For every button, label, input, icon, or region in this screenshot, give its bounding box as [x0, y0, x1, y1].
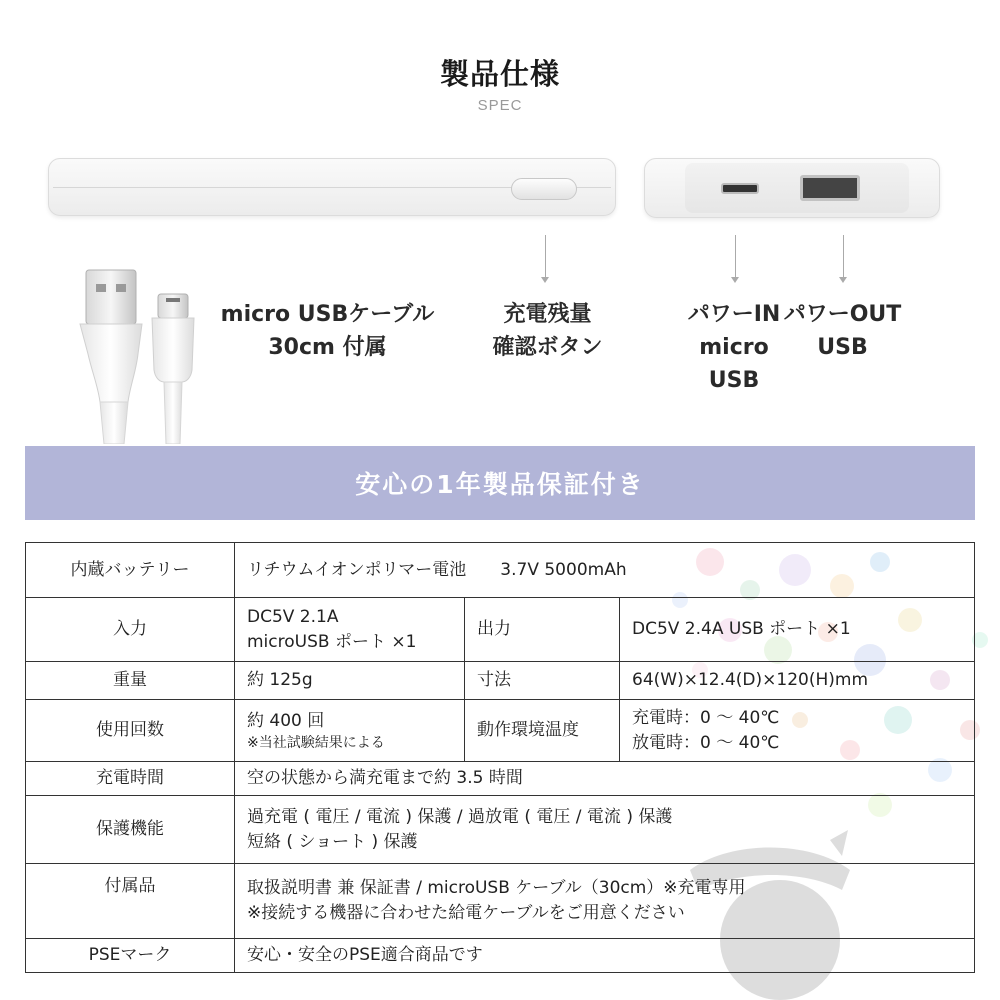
- spec-value-cycles-note: ※当社試験結果による: [247, 735, 385, 751]
- table-row-input-output: [26, 598, 975, 662]
- spec-key-temp: 動作環境温度: [465, 700, 620, 762]
- spec-value-cycles-main: 約 400 回: [247, 711, 325, 731]
- spec-key-output: 出力: [465, 598, 620, 662]
- page-title: 製品仕様: [439, 57, 560, 91]
- cable-label-line-2: 30cm 付属: [268, 335, 387, 360]
- spec-value-temp-line-1: 充電時：0 〜 40℃: [632, 707, 780, 728]
- page-subtitle: SPEC: [477, 97, 523, 114]
- table-row-accessories: [26, 864, 975, 939]
- table-row-pse: [26, 939, 975, 973]
- micro-usb-port: [721, 183, 759, 194]
- micro-usb-cable-illustration: [70, 262, 210, 444]
- input-label-line-1: パワーIN: [687, 302, 781, 327]
- spec-value-temp-line-2: 放電時：0 〜 40℃: [632, 732, 780, 753]
- spec-table: [25, 542, 975, 973]
- usb-port: [800, 175, 860, 201]
- spec-value-input-line-2: microUSB ポート ×1: [247, 631, 417, 652]
- spec-key-input: 入力: [26, 598, 235, 662]
- input-label: [675, 298, 793, 397]
- warranty-banner-text: 安心の1年製品保証付き: [355, 470, 645, 499]
- button-label-line-1: 充電残量: [503, 302, 592, 327]
- spec-value-protection: [235, 796, 975, 864]
- spec-value-accessories: [235, 864, 975, 939]
- output-label: [780, 298, 905, 364]
- spec-key-weight: 重量: [26, 662, 235, 700]
- table-row-cycles-temp: [26, 700, 975, 762]
- cable-label: [205, 298, 450, 364]
- spec-value-output: DC5V 2.4A USB ポート ×1: [620, 598, 975, 662]
- button-label: [470, 298, 625, 364]
- output-pointer-line: [843, 235, 844, 281]
- spec-key-battery: 内蔵バッテリー: [26, 543, 235, 598]
- cable-label-line-1: micro USBケーブル: [220, 302, 435, 327]
- spec-value-accessories-line-2: ※接続する機器に合わせた給電ケーブルをご用意ください: [247, 903, 685, 923]
- spec-value-protection-line-2: 短絡 ( ショート ) 保護: [247, 831, 418, 852]
- spec-value-pse: 安心・安全のPSE適合商品です: [235, 939, 975, 973]
- power-bank-side-view: [48, 158, 616, 216]
- spec-key-size: 寸法: [465, 662, 620, 700]
- table-row-charge-time: [26, 762, 975, 796]
- table-row-battery: [26, 543, 975, 598]
- button-label-line-2: 確認ボタン: [492, 335, 603, 360]
- output-label-line-1: パワーOUT: [783, 302, 902, 327]
- table-row-weight-size: [26, 662, 975, 700]
- input-label-line-2: micro: [699, 335, 769, 360]
- spec-key-protection: 保護機能: [26, 796, 235, 864]
- output-label-line-2: USB: [817, 335, 868, 360]
- spec-key-charge-time: 充電時間: [26, 762, 235, 796]
- spec-key-cycles: 使用回数: [26, 700, 235, 762]
- spec-value-battery: リチウムイオンポリマー電池 3.7V 5000mAh: [235, 543, 975, 598]
- spec-value-input-line-1: DC5V 2.1A: [247, 606, 339, 627]
- spec-value-size: 64(W)×12.4(D)×120(H)mm: [620, 662, 975, 700]
- spec-value-accessories-line-1: 取扱説明書 兼 保証書 / microUSB ケーブル（30cm）※充電専用: [247, 878, 746, 898]
- spec-value-cycles: [235, 700, 465, 762]
- spec-value-weight: 約 125g: [235, 662, 465, 700]
- spec-key-accessories: 付属品: [26, 864, 235, 939]
- input-pointer-line: [735, 235, 736, 281]
- spec-value-input: [235, 598, 465, 662]
- power-bank-end-view: [644, 158, 940, 218]
- warranty-banner: [25, 446, 975, 520]
- button-pointer-line: [545, 235, 546, 281]
- device-port-panel: [685, 163, 909, 213]
- input-label-line-3: USB: [708, 368, 760, 393]
- spec-value-temp: [620, 700, 975, 762]
- table-row-protection: [26, 796, 975, 864]
- battery-check-button: [511, 178, 577, 200]
- spec-value-charge-time: 空の状態から満充電まで約 3.5 時間: [235, 762, 975, 796]
- spec-key-pse: PSEマーク: [26, 939, 235, 973]
- spec-value-protection-line-1: 過充電 ( 電圧 / 電流 ) 保護 / 過放電 ( 電圧 / 電流 ) 保護: [247, 806, 673, 827]
